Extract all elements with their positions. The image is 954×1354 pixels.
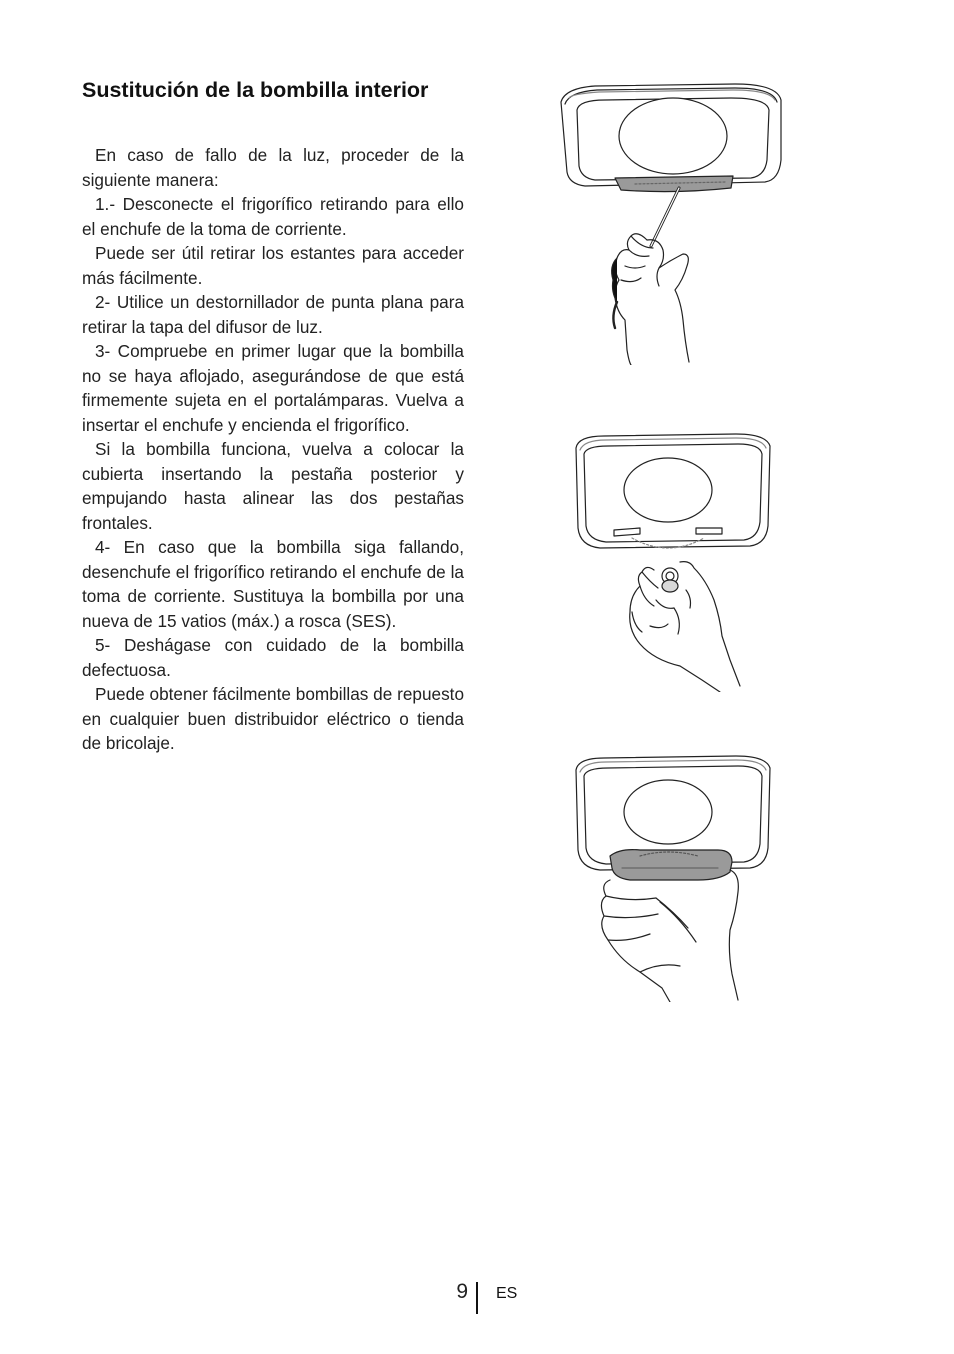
paragraph: 3- Compruebe en primer lugar que la bombilla no se haya aflojado, asegurándose de que está firmemente sujeta en el portalámparas. Vuelva a insertar el enchufe y encienda el frigorífico. bbox=[82, 341, 464, 435]
paragraph: 2- Utilice un destornillador de punta plana para retirar la tapa del difusor de luz. bbox=[82, 292, 464, 337]
screwdriver-removing-cover-icon bbox=[555, 80, 785, 365]
paragraph: 1.- Desconecte el frigorífico retirando para ello el enchufe de la toma de corriente. bbox=[82, 194, 464, 239]
page-divider bbox=[476, 1282, 478, 1314]
hand-replacing-bulb-icon bbox=[570, 430, 775, 692]
hand-refitting-cover-icon bbox=[570, 752, 775, 1002]
paragraph: Puede obtener fácilmente bombillas de repuesto en cualquier buen distribuidor eléctrico o tienda de bricolaje. bbox=[82, 684, 464, 753]
language-code: ES bbox=[496, 1285, 518, 1302]
paragraph: 4- En caso que la bombilla siga fallando, desenchufe el frigorífico retirando el enchufe de la toma de corriente. Sustituya la bombilla por una nueva de 15 vatios (máx.) a rosca (SES). bbox=[82, 537, 464, 631]
paragraph: 5- Deshágase con cuidado de la bombilla defectuosa. bbox=[82, 635, 464, 680]
paragraph: Puede ser útil retirar los estantes para acceder más fácilmente. bbox=[82, 243, 464, 288]
paragraph: Si la bombilla funciona, vuelva a colocar la cubierta insertando la pestaña posterior y empujando hasta alinear las dos pestañas frontales. bbox=[82, 439, 464, 533]
instruction-text bbox=[82, 143, 464, 756]
section-title: Sustitución de la bombilla interior bbox=[82, 78, 429, 102]
page-number: 9 bbox=[456, 1280, 468, 1303]
paragraph: En caso de fallo de la luz, proceder de la siguiente manera: bbox=[82, 145, 464, 190]
